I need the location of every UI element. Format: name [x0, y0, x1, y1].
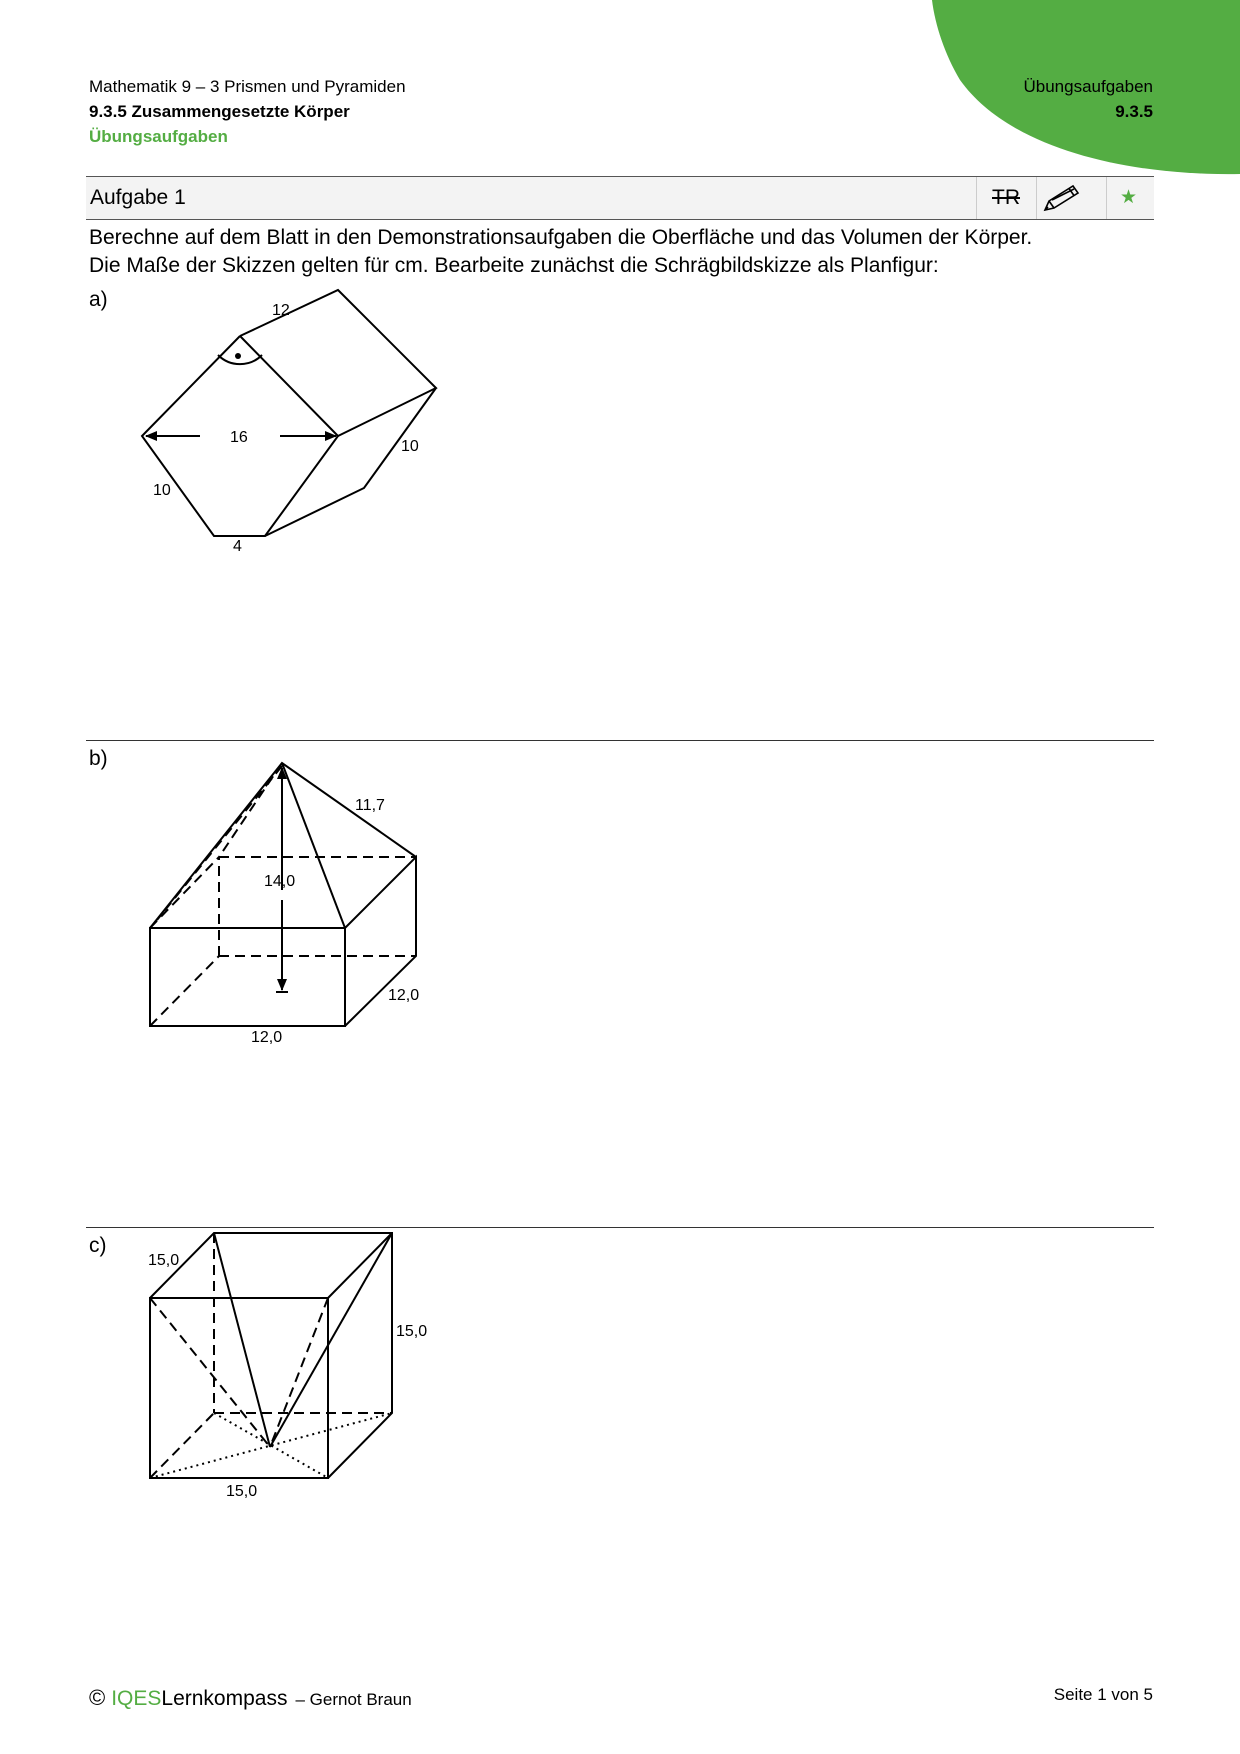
footer-brand [89, 1685, 412, 1711]
section-title: 9.3.5 Zusammengesetzte Körper [89, 102, 350, 121]
dim-a-side-right: 10 [401, 438, 419, 455]
figure-c-cube-pyramid [150, 1233, 392, 1478]
course-title: Mathematik 9 – 3 Prismen und Pyramiden [89, 77, 406, 96]
task-title: Aufgabe 1 [90, 186, 186, 209]
author: – Gernot Braun [295, 1690, 412, 1709]
part-c-label: c) [89, 1234, 107, 1257]
instruction-line-1: Berechne auf dem Blatt in den Demonstrationsaufgaben die Oberfläche und das Volumen der Körper. [89, 226, 1033, 249]
brand-iqes: IQES [111, 1687, 162, 1710]
page-number: Seite 1 von 5 [1053, 1685, 1153, 1704]
brand-lernkompass: Lernkompass [161, 1687, 288, 1710]
part-a-label: a) [89, 288, 108, 311]
page-subtitle: Übungsaufgaben [89, 127, 228, 146]
part-b-label: b) [89, 747, 108, 770]
dim-c-width: 15,0 [226, 1483, 258, 1500]
dim-c-depth: 15,0 [148, 1252, 180, 1269]
copyright-symbol: © [89, 1685, 106, 1710]
difficulty-star-icon: ★ [1120, 187, 1138, 208]
instruction-line-2: Die Maße der Skizzen gelten für cm. Bearbeite zunächst die Schrägbildskizze als Planfigur: [89, 254, 939, 277]
dim-a-bottom: 4 [233, 538, 242, 555]
dim-b-slant: 11,7 [355, 797, 385, 814]
dim-c-height: 15,0 [396, 1323, 428, 1340]
dim-a-side-left: 10 [153, 482, 171, 499]
dim-a-width: 16 [230, 429, 248, 446]
figure-a-prism [142, 290, 436, 536]
dim-b-depth: 12,0 [388, 987, 420, 1004]
sheet-type: Übungsaufgaben [1023, 77, 1153, 96]
dim-b-height: 14,0 [264, 873, 296, 890]
dim-b-width: 12,0 [251, 1029, 283, 1046]
sheet-number: 9.3.5 [1115, 102, 1153, 121]
dim-a-top: 12 [272, 302, 290, 319]
right-angle-dot [235, 353, 241, 359]
calculator-not-allowed-label: TR [992, 186, 1020, 209]
